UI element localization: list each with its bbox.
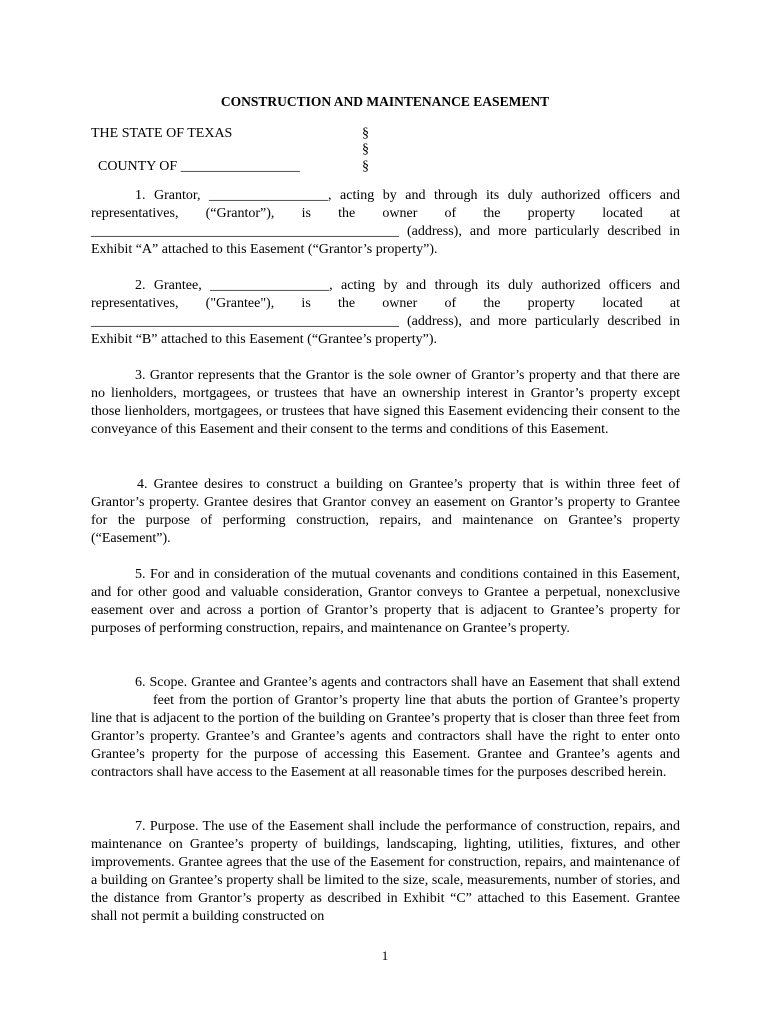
section-symbol: § — [362, 126, 369, 141]
paragraph-6 — [91, 674, 680, 782]
paragraph-2: 2. Grantee, _________________, acting by and through its duly authorized officers and representatives, ("Grantee"), is the owner of the property located at ____________________________________________ (address), and more particularly described in Exhibit “B” attached to this Easement (“Grantee’s property”). — [91, 278, 680, 347]
section-symbol: § — [362, 159, 369, 174]
paragraph-5: 5. For and in consideration of the mutual covenants and conditions contained in this Easement, and for other good and valuable consideration, Grantor conveys to Grantee a perpetual, nonexclusive easement over and across a portion of Grantor’s property that is adjacent to Grantee’s property for purposes of performing construction, repairs, and maintenance on Grantee’s property. — [91, 567, 680, 636]
county-line: COUNTY OF _________________ — [98, 159, 300, 174]
paragraph-6-start: 6. Scope. Grantee and Grantee’s agents and contractors shall have an Easement that shall extend — [135, 675, 680, 690]
page-number: 1 — [381, 948, 389, 963]
paragraph-7: 7. Purpose. The use of the Easement shall include the performance of construction, repairs, and maintenance on Grantee’s property of buildings, landscaping, lighting, utilities, fixtures, and other improvements. Grantee agrees that the use of the Easement for construction, repairs, and maintenance of a building on Grantee’s property shall be limited to the size, scale, measurements, number of stories, and the distance from Grantor’s property as described in Exhibit “C” attached to this Easement. Grantee shall not permit a building constructed on — [91, 819, 680, 924]
paragraph-4: 4. Grantee desires to construct a building on Grantee’s property that is within three feet of Grantor’s property. Grantee desires that Grantor convey an easement on Grantor’s property to Grantee for the purpose of performing construction, repairs, and maintenance on Grantee’s property (“Easement”). — [91, 477, 680, 546]
paragraph-3: 3. Grantor represents that the Grantor is the sole owner of Grantor’s property and that there are no lienholders, mortgagees, or trustees that have an ownership interest in Grantor’s property except those lienholders, mortgagees, or trustees that have signed this Easement evidencing their consent to the conveyance of this Easement and their consent to the terms and conditions of this Easement. — [91, 368, 680, 437]
section-symbol: § — [362, 142, 369, 157]
paragraph-1: 1. Grantor, _________________, acting by and through its duly authorized officers and representatives, (“Grantor”), is the owner of the property located at ____________________________________________ (address), and more particularly described in Exhibit “A” attached to this Easement (“Grantor’s property”). — [91, 188, 680, 257]
document-title: CONSTRUCTION AND MAINTENANCE EASEMENT — [220, 94, 550, 109]
paragraph-6-rest: feet from the portion of Grantor’s property line that abuts the portion of Grantee’s property line that is adjacent to the portion of the building on Grantee’s property that is closer than three feet from Grantor’s property. Grantee’s and Grantee’s agents and contractors shall have the right to enter onto Grantee’s property for the purpose of accessing this Easement. Grantee and Grantee’s agents and contractors shall have access to the Easement at all reasonable times for the purposes described herein. — [91, 693, 680, 780]
state-line: THE STATE OF TEXAS — [91, 126, 233, 141]
